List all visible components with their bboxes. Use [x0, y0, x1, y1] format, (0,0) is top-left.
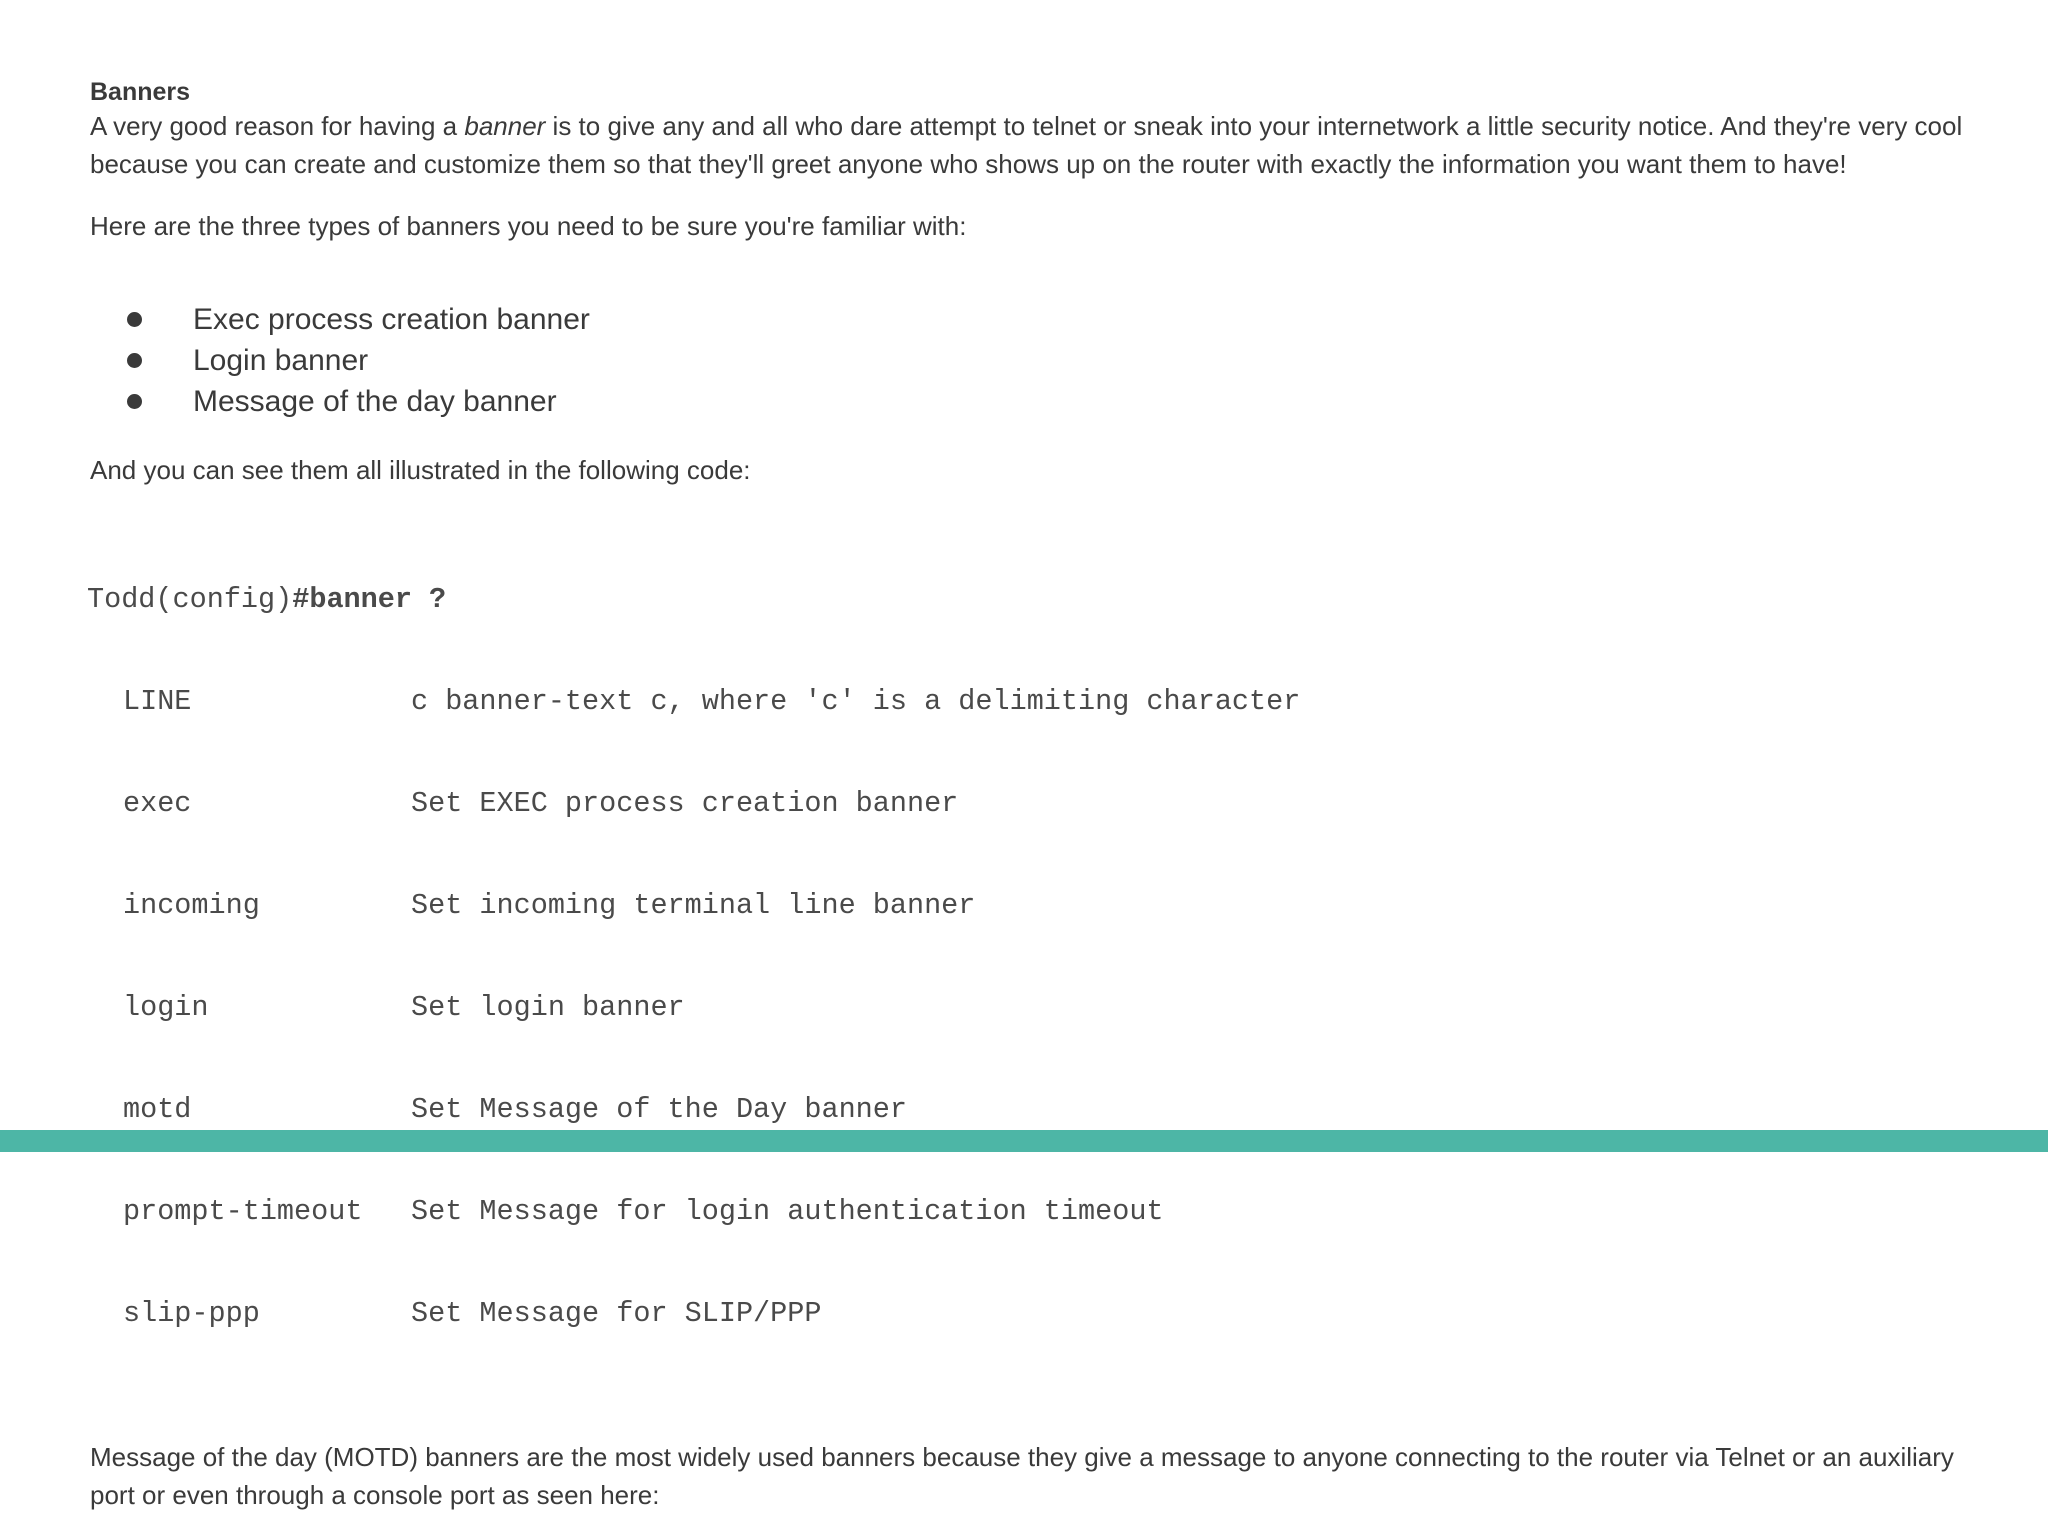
code-row-command: exec — [123, 787, 192, 820]
list-item-label: Exec process creation banner — [193, 302, 590, 336]
code-row-description: Set Message for login authentication timeout — [411, 1195, 1164, 1228]
code-row-description: c banner-text c, where 'c' is a delimiting character — [411, 685, 1301, 718]
footer-accent-bar — [0, 1130, 2048, 1152]
list-item — [90, 299, 1970, 340]
bullet-icon — [127, 353, 142, 368]
code-row-command: slip-ppp — [123, 1297, 260, 1330]
code-row-description: Set Message for SLIP/PPP — [411, 1297, 822, 1330]
code-intro-paragraph: And you can see them all illustrated in the following code: — [90, 454, 751, 485]
bullet-icon — [127, 312, 142, 327]
code-row-description: Set incoming terminal line banner — [411, 889, 976, 922]
code-row-command: motd — [123, 1093, 192, 1126]
bullet-icon — [127, 394, 142, 409]
code-row-command: prompt-timeout — [123, 1195, 363, 1228]
code-block — [87, 515, 1970, 1399]
intro-text-after: is to give any and all who dare attempt to telnet or sneak into your internetwork a little security notice. And they're very cool because you can create and customize them so that they'll greet anyone who shows up on the router with exactly the information you want them to have! — [90, 111, 1963, 179]
code-row-description: Set login banner — [411, 991, 685, 1024]
code-row-command: LINE — [123, 685, 192, 718]
code-row — [87, 1195, 1970, 1229]
code-command: #banner ? — [292, 583, 447, 616]
list-item — [90, 340, 1970, 381]
code-row-description: Set Message of the Day banner — [411, 1093, 907, 1126]
list-item-label: Login banner — [193, 343, 369, 377]
list-item-label: Message of the day banner — [193, 384, 557, 418]
types-intro-paragraph: Here are the three types of banners you need to be sure you're familiar with: — [90, 211, 967, 241]
intro-emphasis: banner — [464, 111, 546, 141]
motd-paragraph: Message of the day (MOTD) banners are the most widely used banners because they give a message to anyone connecting to the router via Telnet or an auxiliary port or even through a console port as seen here: — [90, 1442, 1954, 1510]
section-heading: Banners — [90, 78, 191, 106]
code-row — [87, 991, 1970, 1025]
code-row-command: incoming — [123, 889, 260, 922]
code-row — [87, 685, 1970, 719]
intro-text-before: A very good reason for having a — [90, 111, 465, 141]
code-prompt-line — [87, 583, 1970, 617]
document-body — [87, 76, 1970, 1514]
code-row-command: login — [123, 991, 209, 1024]
code-row — [87, 1297, 1970, 1331]
code-row — [87, 1093, 1970, 1127]
code-prompt: Todd(config) — [87, 583, 293, 616]
list-item — [90, 381, 1970, 422]
banner-types-list — [90, 299, 1970, 422]
code-row — [87, 787, 1970, 821]
intro-paragraph — [90, 108, 1970, 183]
code-row-description: Set EXEC process creation banner — [411, 787, 959, 820]
code-row — [87, 889, 1970, 923]
